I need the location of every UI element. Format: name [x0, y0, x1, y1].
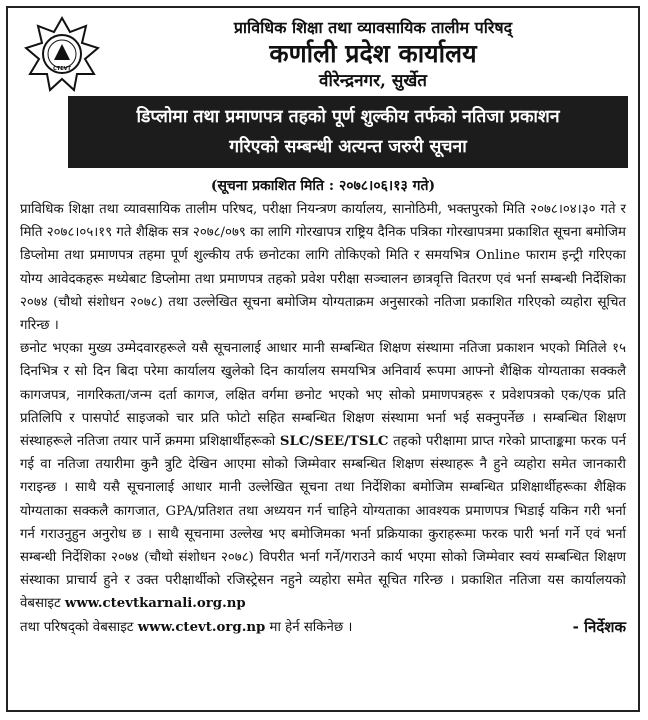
office-location: वीरेन्द्रनगर, सुर्खेत — [319, 71, 427, 91]
notice-card — [6, 6, 640, 712]
paragraph-2-part-d: मा हेर्न सकिनेछ । — [269, 619, 353, 635]
paragraph-2-part-a: छनोट भएका मुख्य उम्मेदवारहरूले यसै सूचनालाई आधार मानी सम्बन्धित शिक्षण संस्थामा नतिजा प्रकाशन भएको मितिले १५ दिनभित्र र सो दिन बिदा परेमा कार्यालय खुलेको दिन कार्यालय समयभित्र अनिवार्य रूपमा आफ्नो शैक्षिक योग्यताका सक्कलै कागजपत्र, नागरिकता/जन्म दर्ता कागज, लक्षित वर्गमा छनोट भएको भए सोको प्रमाणपत्रहरू र प्रवेशपत्रको एक/एक प्रति प्रतिलिपि र पासपोर्ट साइजको चार प्रति फोटो सहित सम्बन्धित शिक्षण संस्थामा भर्ना भई सक्नुपर्नेछ । सम्बन्धित शिक्षण संस्थाहरूले नतिजा तयार पार्ने क्रममा प्रशिक्षार्थीहरूको — [20, 341, 626, 450]
office-website-link[interactable]: www.ctevtkarnali.org.np — [64, 596, 246, 612]
notice-title — [68, 96, 628, 168]
closing-row — [20, 616, 626, 639]
paragraph-2-part-b: तहको परीक्षामा प्राप्त गरेको प्राप्ताङ्कमा फरक पर्न गई वा नतिजा तयारीमा कुनै त्रुटि देखिन आएमा सोको जिम्मेवार सम्बन्धित शिक्षण संस्थाहरू नै हुने व्यहोरा समेत जानकारी गराइन्छ । साथै यसै सूचनालाई आधार मानी उल्लेखित सूचना तथा निर्देशिका बमोजिम सम्बन्धित प्रशिक्षार्थीहरूका शैक्षिक योग्यताका सक्कलै कागजात, GPA/प्रतिशत तथा अध्ययन गर्न चाहिने योग्यताका आवश्यक प्रमाणपत्र भिडाई यकिन गरी भर्ना गर्न गराउनुहुन अनुरोध छ । साथै सूचनामा उल्लेख भए बमोजिमका भर्ना प्रक्रियाका कुराहरूमा फरक पारी भर्ना गर्ने एवं भर्ना सम्बन्धी निर्देशिका २०७४ (चौथो संशोधन २०७८) विपरीत भर्ना गर्ने/गराउने कार्य भएमा सोको जिम्मेवार स्वयं सम्बन्धित शिक्षण संस्थाका प्राचार्य हुने र उक्त परीक्षार्थीको रजिस्ट्रेसन नहुने व्यहोरा समेत सूचित गरिन्छ । प्रकाशित नतिजा यस कार्यालयको वेबसाइट — [20, 434, 626, 612]
paragraph-1: प्राविधिक शिक्षा तथा व्यावसायिक तालीम परिषद, परीक्षा नियन्त्रण कार्यालय, सानोठिमी, भक्तपुरको मिति २०७८।०४।३० गते र मिति २०७८।०५।१९ गते शैक्षिक सत्र २०७८/०७९ का लागि गोरखापत्र राष्ट्रिय दैनिक पत्रिका गोरखापत्रमा प्रकाशित सूचना बमोजिम डिप्लोमा तथा प्रमाणपत्र तहमा पूर्ण शुल्कीय तर्फ छनोटका लागि तोकिएको मिति र समयभित्र Online फाराम इन्ट्री गरिएका योग्य आवेदकहरू मध्येबाट डिप्लोमा तथा प्रमाणपत्र तहको प्रवेश परीक्षा सञ्चालन छात्रवृत्ति वितरण एवं भर्ना सम्बन्धी निर्देशिका २०७४ (चौथो संशोधन २०७८) तथा उल्लेखित सूचना बमोजिम योग्यताक्रम अनुसारको नतिजा प्रकाशित गरिएको व्यहोरा सूचित गरिन्छ । — [20, 202, 626, 334]
office-name: कर्णाली प्रदेश कार्यालय — [269, 39, 477, 68]
svg-text:CTEVT: CTEVT — [53, 66, 71, 72]
ctevt-emblem-icon — [24, 16, 100, 92]
notice-header — [8, 8, 638, 94]
notice-title-line-2: गरिएको सम्बन्धी अत्यन्त जरुरी सूचना — [229, 137, 467, 157]
notice-title-line-1: डिप्लोमा तथा प्रमाणपत्र तहको पूर्ण शुल्कीय तर्फको नतिजा प्रकाशन — [136, 107, 560, 127]
council-website-link[interactable]: www.ctevt.org.np — [137, 619, 266, 635]
closing-text — [20, 616, 352, 639]
paragraph-2 — [20, 337, 626, 615]
paragraph-2-part-c: तथा परिषद्को वेबसाइट — [20, 619, 134, 635]
exam-levels: SLC/SEE/TSLC — [279, 434, 389, 450]
published-date: (सूचना प्रकाशित मिति : २०७८।०६।१३ गते) — [210, 178, 436, 194]
signature: - निर्देशक — [572, 617, 626, 636]
council-name: प्राविधिक शिक्षा तथा व्यावसायिक तालीम परिषद् — [233, 18, 513, 37]
notice-body — [20, 198, 626, 639]
